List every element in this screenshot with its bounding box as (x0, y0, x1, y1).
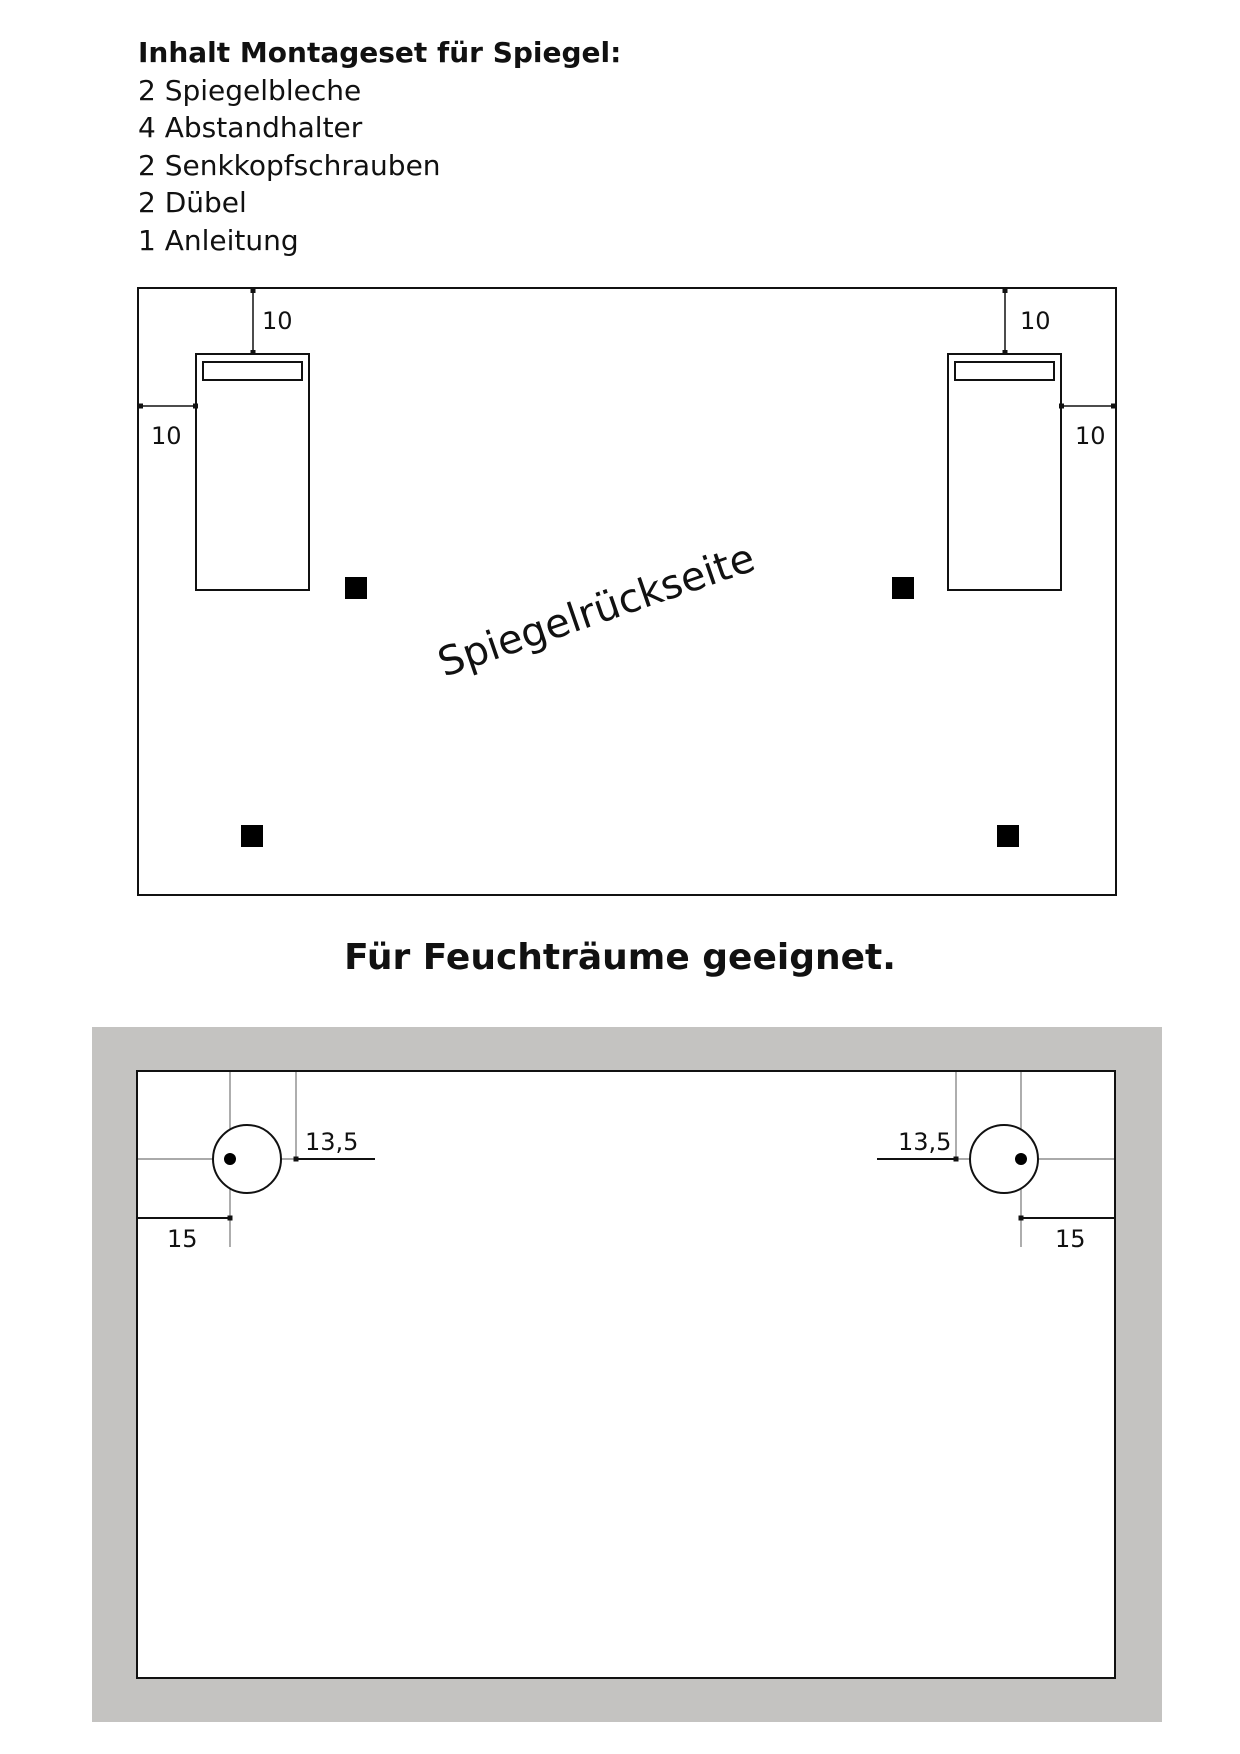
dimension-label-left-top: 10 (262, 307, 293, 335)
spacer-pad (997, 825, 1019, 847)
list-item: 4 Abstandhalter (138, 111, 363, 144)
spacer-pad (241, 825, 263, 847)
dimension-tick (228, 1216, 233, 1221)
dimension-label-right-top: 10 (1020, 307, 1051, 335)
contents-heading: Inhalt Montageset für Spiegel: (138, 36, 622, 69)
mirror-plate-slot-right (955, 362, 1054, 380)
list-item: 1 Anleitung (138, 223, 299, 257)
dimension-label-right-edge: 15 (1055, 1225, 1086, 1253)
list-item: 2 Senkkopfschrauben (138, 148, 441, 182)
wall-diagram (92, 1027, 1162, 1722)
drill-hole-left (213, 1125, 281, 1193)
mirror-back-label: Spiegelrückseite (432, 535, 761, 687)
mirror-plate-slot-left (203, 362, 302, 380)
dimension-tick (1111, 404, 1116, 409)
list-item: 2 Dübel (138, 186, 247, 219)
spacer-pad (892, 577, 914, 599)
dimension-label-left-edge: 15 (167, 1225, 198, 1253)
dimension-tick (294, 1157, 299, 1162)
dimension-label-left-offset: 13,5 (305, 1128, 359, 1156)
damp-room-note: Für Feuchträume geeignet. (344, 937, 896, 978)
spacer-pad (345, 577, 367, 599)
dimension-label-right-offset: 13,5 (898, 1128, 952, 1156)
dimension-tick (1003, 350, 1008, 355)
dimension-tick (954, 1157, 959, 1162)
dimension-label-left-side: 10 (151, 422, 182, 450)
dimension-tick (251, 350, 256, 355)
mirror-area-outline (137, 1071, 1115, 1678)
screw-point-left (224, 1153, 236, 1165)
dimension-label-right-side: 10 (1075, 422, 1106, 450)
dimension-tick (1059, 404, 1064, 409)
dimension-tick (193, 404, 198, 409)
drill-hole-right (970, 1125, 1038, 1193)
dimension-tick (251, 288, 256, 293)
screw-point-right (1015, 1153, 1027, 1165)
mirror-plate-right (948, 354, 1061, 590)
dimension-tick (138, 404, 143, 409)
dimension-tick (1003, 288, 1008, 293)
dimension-tick (1019, 1216, 1024, 1221)
mirror-plate-left (196, 354, 309, 590)
list-item: 2 Spiegelbleche (138, 73, 362, 107)
